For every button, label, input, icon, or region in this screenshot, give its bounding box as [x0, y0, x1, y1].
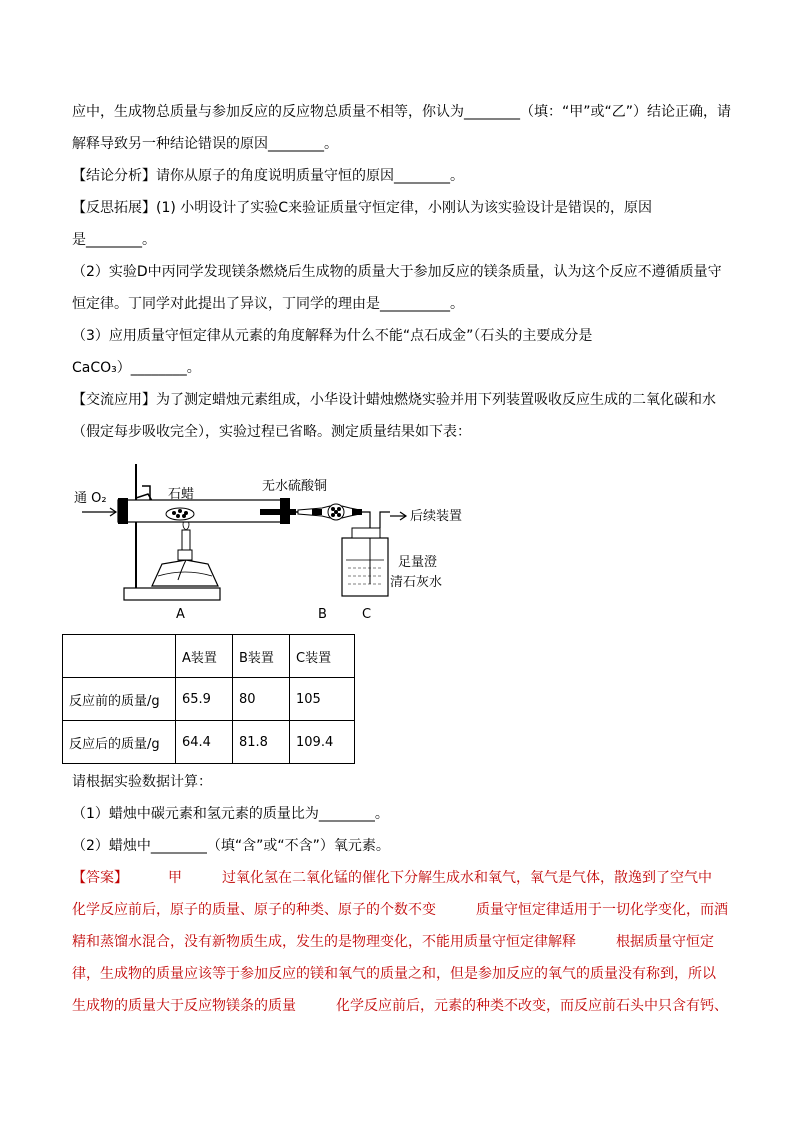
label-c: C — [362, 607, 372, 622]
table-cell: 65.9 — [176, 678, 233, 721]
answer-line-4: 律，生成物的质量应该等于参加反应的镁和氧气的质量之和，但是参加反应的氧气的质量没有称到，所以 — [72, 966, 716, 982]
table-header: B装置 — [233, 635, 290, 678]
candle — [182, 530, 190, 550]
answer-label: 【答案】 — [72, 870, 128, 886]
table-header: C装置 — [290, 635, 355, 678]
table-cell: 109.4 — [290, 721, 355, 764]
para-reflection-3b: CaCO₃）________。 — [72, 360, 201, 376]
answer-line-1 — [72, 868, 732, 888]
para-1: 应中，生成物总质量与参加反应的反应物总质量不相等，你认为________（填：“甲”或“乙”）结论正确，请 — [72, 104, 732, 120]
answer-text: 根据质量守恒定 — [616, 934, 714, 950]
cuso4-label: 无水硫酸铜 — [262, 479, 328, 494]
para-conclusion-analysis: 【结论分析】请你从原子的角度说明质量守恒的原因________。 — [72, 168, 464, 184]
answer-line-2 — [72, 900, 732, 920]
wash-bottle-c — [342, 538, 388, 596]
para-reflection-1: 【反思拓展】(1) 小明设计了实验C来验证质量守恒定律，小刚认为该实验设计是错误的，原因 — [72, 200, 653, 216]
table-cell: 64.4 — [176, 721, 233, 764]
table-row — [63, 721, 355, 764]
stand-base — [124, 588, 220, 600]
answer-line-3 — [72, 932, 732, 952]
answer-text: 生成物的质量大于反应物镁条的质量 — [72, 998, 296, 1014]
calc-question-1: （1）蜡烛中碳元素和氢元素的质量比为________。 — [72, 806, 389, 822]
table-cell: 反应后的质量/g — [63, 721, 176, 764]
para-2: 解释导致另一种结论错误的原因________。 — [72, 136, 338, 152]
answer-text: 化学反应前后，元素的种类不改变，而反应前石头中只含有钙、 — [336, 998, 728, 1014]
limewater-label-2: 清石灰水 — [390, 575, 443, 590]
limewater-label-1: 足量澄 — [398, 555, 438, 570]
table-cell: 反应前的质量/g — [63, 678, 176, 721]
wax-label: 石蜡 — [168, 487, 195, 502]
answer-text: 化学反应前后，原子的质量、原子的种类、原子的个数不变 — [72, 902, 436, 918]
para-reflection-2b: 恒定律。丁同学对此提出了异议，丁同学的理由是__________。 — [72, 296, 464, 312]
answer-first: 甲 — [168, 870, 182, 886]
table-cell: 105 — [290, 678, 355, 721]
spirit-lamp — [152, 560, 218, 586]
calc-prompt: 请根据实验数据计算： — [72, 774, 212, 790]
answer-line-5 — [72, 996, 732, 1016]
label-a: A — [176, 607, 185, 622]
mass-table — [62, 634, 355, 764]
table-row — [63, 678, 355, 721]
answer-text: 过氧化氢在二氧化锰的催化下分解生成水和氧气，氧气是气体，散逸到了空气中 — [222, 870, 712, 886]
table-header-row — [63, 635, 355, 678]
table-cell: 81.8 — [233, 721, 290, 764]
para-reflection-2: （2）实验D中丙同学发现镁条燃烧后生成物的质量大于参加反应的镁条质量，认为这个反应不遵循质量守 — [72, 264, 722, 280]
answer-text: 质量守恒定律适用于一切化学变化，而酒 — [476, 902, 728, 918]
next-device-label: 后续装置 — [410, 509, 463, 524]
table-cell — [63, 635, 176, 678]
apparatus-diagram — [70, 456, 500, 626]
table-header: A装置 — [176, 635, 233, 678]
para-exchange: 【交流应用】为了测定蜡烛元素组成，小华设计蜡烛燃烧实验并用下列装置吸收反应生成的二氧化碳和水 — [72, 392, 716, 408]
label-b: B — [318, 607, 327, 622]
para-reflection-1b: 是________。 — [72, 232, 156, 248]
para-exchange-b: （假定每步吸收完全），实验过程已省略。测定质量结果如下表： — [72, 424, 471, 440]
oxygen-label: 通 O₂ — [74, 491, 107, 506]
calc-question-2: （2）蜡烛中________（填“含”或“不含”）氧元素。 — [72, 838, 390, 854]
answer-text: 精和蒸馏水混合，没有新物质生成，发生的是物理变化，不能用质量守恒定律解释 — [72, 934, 576, 950]
para-reflection-3: （3）应用质量守恒定律从元素的角度解释为什么不能“点石成金”（石头的主要成分是 — [72, 328, 593, 344]
table-cell: 80 — [233, 678, 290, 721]
